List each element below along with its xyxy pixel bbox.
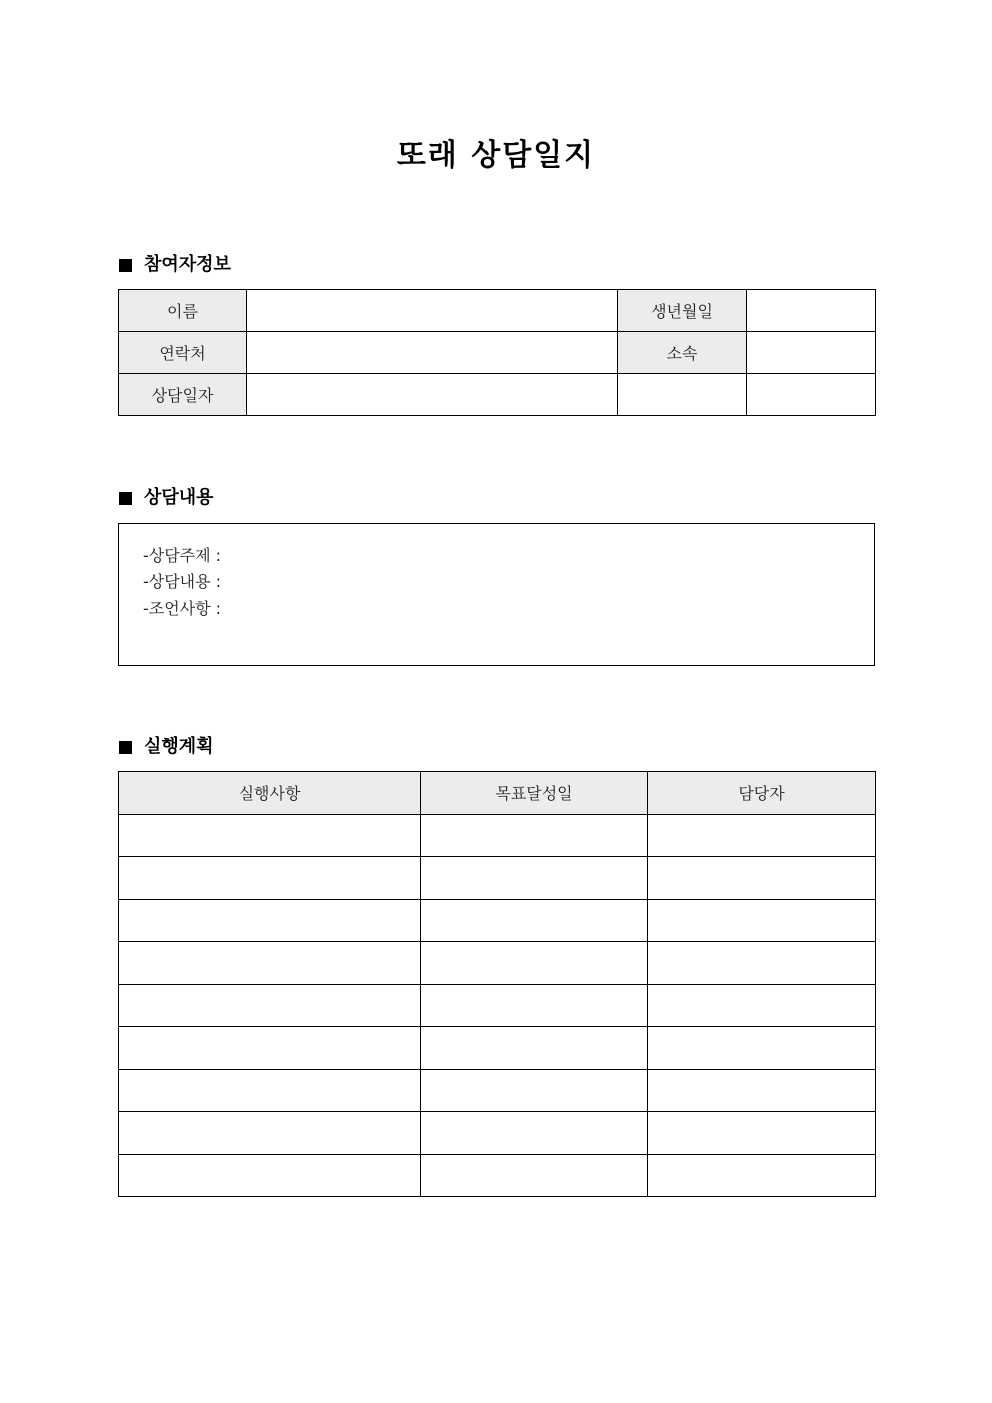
action-plan-table (118, 771, 876, 1197)
section-heading-text: 참여자정보 (144, 254, 231, 275)
birthdate-label: 생년월일 (618, 290, 747, 332)
empty-cell[interactable] (618, 374, 747, 416)
action-cell[interactable] (119, 899, 421, 942)
table-row (119, 1069, 876, 1112)
affiliation-field[interactable] (747, 332, 876, 374)
document-title: 또래 상담일지 (396, 138, 596, 173)
target-date-cell[interactable] (421, 1027, 648, 1070)
owner-cell[interactable] (648, 942, 876, 985)
owner-cell[interactable] (648, 984, 876, 1027)
action-cell[interactable] (119, 857, 421, 900)
column-header-action: 실행사항 (119, 772, 421, 815)
table-header-row (119, 772, 876, 815)
table-row (119, 374, 876, 416)
table-row (119, 290, 876, 332)
action-cell[interactable] (119, 1154, 421, 1197)
column-header-owner: 담당자 (648, 772, 876, 815)
action-cell[interactable] (119, 1112, 421, 1155)
action-cell[interactable] (119, 1069, 421, 1112)
affiliation-label: 소속 (618, 332, 747, 374)
target-date-cell[interactable] (421, 1154, 648, 1197)
owner-cell[interactable] (648, 899, 876, 942)
name-label: 이름 (119, 290, 247, 332)
counsel-date-field[interactable] (247, 374, 618, 416)
counsel-date-label: 상담일자 (119, 374, 247, 416)
action-cell[interactable] (119, 942, 421, 985)
target-date-cell[interactable] (421, 814, 648, 857)
target-date-cell[interactable] (421, 1112, 648, 1155)
column-header-target-date: 목표달성일 (421, 772, 648, 815)
table-row (119, 814, 876, 857)
table-row (119, 332, 876, 374)
table-row (119, 857, 876, 900)
square-bullet-icon (119, 259, 132, 272)
action-cell[interactable] (119, 1027, 421, 1070)
counsel-topic-line: -상담주제 : (143, 546, 222, 565)
table-row (119, 1154, 876, 1197)
table-row (119, 942, 876, 985)
section-heading-plan (119, 735, 214, 759)
contact-field[interactable] (247, 332, 618, 374)
owner-cell[interactable] (648, 1027, 876, 1070)
square-bullet-icon (119, 492, 132, 505)
action-cell[interactable] (119, 814, 421, 857)
table-row (119, 899, 876, 942)
birthdate-field[interactable] (747, 290, 876, 332)
target-date-cell[interactable] (421, 984, 648, 1027)
owner-cell[interactable] (648, 1069, 876, 1112)
owner-cell[interactable] (648, 814, 876, 857)
table-row (119, 1027, 876, 1070)
square-bullet-icon (119, 741, 132, 754)
table-row (119, 1112, 876, 1155)
owner-cell[interactable] (648, 1154, 876, 1197)
contact-label: 연락처 (119, 332, 247, 374)
section-heading-text: 상담내용 (144, 487, 214, 508)
counsel-content-line: -상담내용 : (143, 572, 222, 591)
target-date-cell[interactable] (421, 1069, 648, 1112)
name-field[interactable] (247, 290, 618, 332)
target-date-cell[interactable] (421, 942, 648, 985)
empty-cell[interactable] (747, 374, 876, 416)
owner-cell[interactable] (648, 1112, 876, 1155)
table-row (119, 984, 876, 1027)
owner-cell[interactable] (648, 857, 876, 900)
section-heading-participant (119, 253, 231, 277)
section-heading-content (119, 486, 214, 510)
counsel-content-box[interactable] (118, 523, 875, 666)
participant-info-table (118, 289, 876, 416)
action-cell[interactable] (119, 984, 421, 1027)
section-heading-text: 실행계획 (144, 736, 214, 757)
advice-line: -조언사항 : (143, 599, 222, 618)
target-date-cell[interactable] (421, 899, 648, 942)
target-date-cell[interactable] (421, 857, 648, 900)
